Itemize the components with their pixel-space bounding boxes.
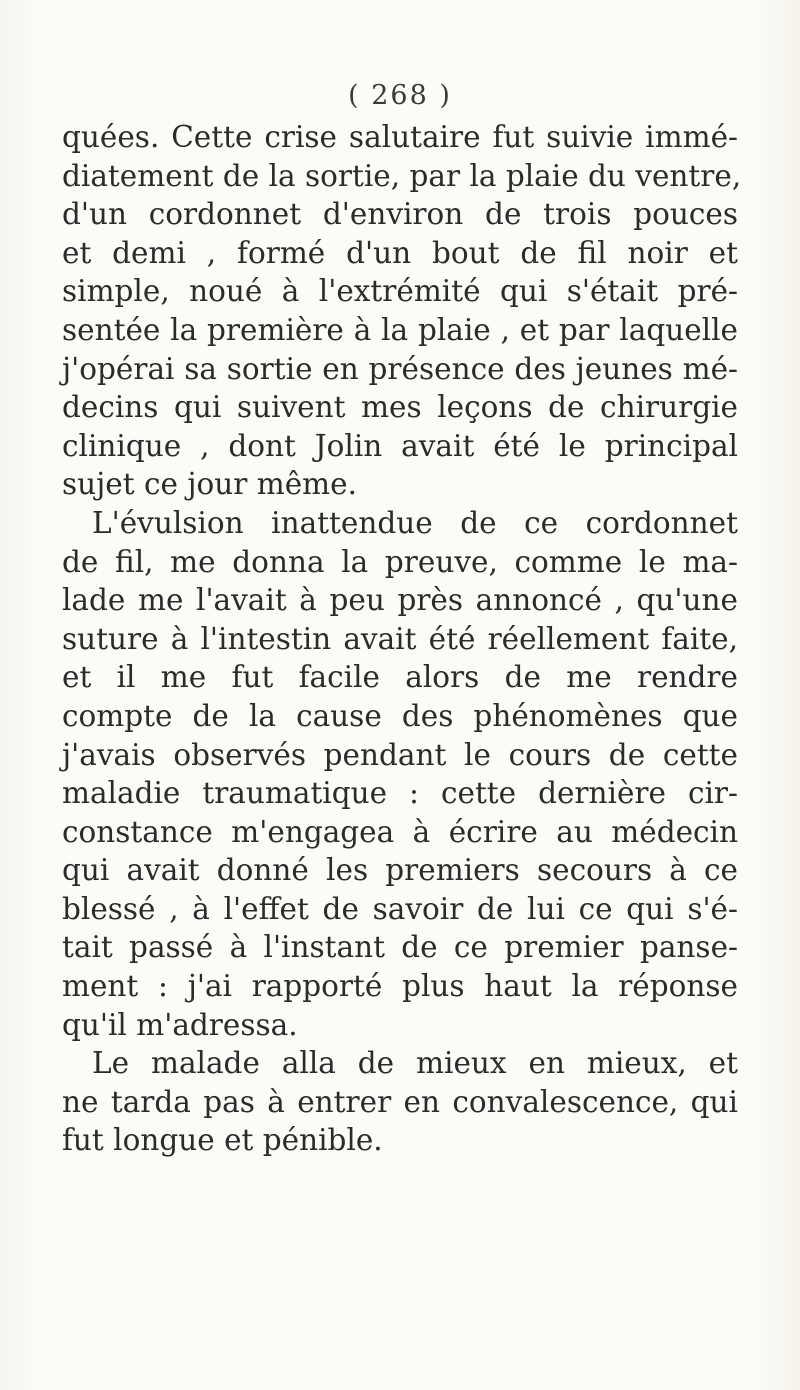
paragraph-start-line: Le malade alla de mieux en mieux, et: [92, 1046, 738, 1081]
text-line: constance m'engagea à écrire au médecin: [62, 814, 738, 849]
text-line: tait passé à l'instant de ce premier panse-: [62, 930, 738, 965]
text-line: j'opérai sa sortie en présence des jeunes mé-: [62, 351, 738, 386]
text-line: compte de la cause des phénomènes que: [62, 698, 738, 733]
paragraph-start-line: L'évulsion inattendue de ce cordonnet: [92, 505, 738, 540]
text-line: simple, noué à l'extrémité qui s'était pré-: [62, 274, 738, 309]
text-line: suture à l'intestin avait été réellement faite,: [62, 621, 738, 656]
text-line: qui avait donné les premiers secours à ce: [62, 853, 738, 888]
text-line: diatement de la sortie, par la plaie du ventre,: [62, 158, 742, 193]
text-line: ment : j'ai rapporté plus haut la réponse: [62, 969, 738, 1004]
paragraph-end-line: qu'il m'adressa.: [62, 1007, 298, 1042]
text-line: sentée la première à la plaie , et par laquelle: [62, 312, 738, 347]
text-line: de fil, me donna la preuve, comme le ma-: [62, 544, 738, 579]
text-line: lade me l'avait à peu près annoncé , qu'une: [62, 583, 738, 618]
text-line: et il me fut facile alors de me rendre: [62, 660, 738, 695]
text-line: decins qui suivent mes leçons de chirurgie: [62, 390, 738, 425]
text-line: et demi , formé d'un bout de fil noir et: [62, 235, 738, 270]
page-number: ( 268 ): [348, 80, 452, 111]
body-text: [62, 118, 742, 1160]
text-line: d'un cordonnet d'environ de trois pouces: [62, 197, 738, 232]
paragraph-end-line: sujet ce jour même.: [62, 467, 357, 502]
text-line: quées. Cette crise salutaire fut suivie immé-: [62, 120, 738, 154]
paragraph-end-line: fut longue et pénible.: [62, 1123, 383, 1158]
text-line: j'avais observés pendant le cours de cette: [62, 737, 738, 772]
text-line: blessé , à l'effet de savoir de lui ce qui s'é-: [62, 891, 738, 926]
text-line: ne tarda pas à entrer en convalescence, qui: [62, 1084, 738, 1119]
text-line: maladie traumatique : cette dernière cir-: [62, 776, 738, 811]
text-line: clinique , dont Jolin avait été le principal: [62, 428, 738, 463]
